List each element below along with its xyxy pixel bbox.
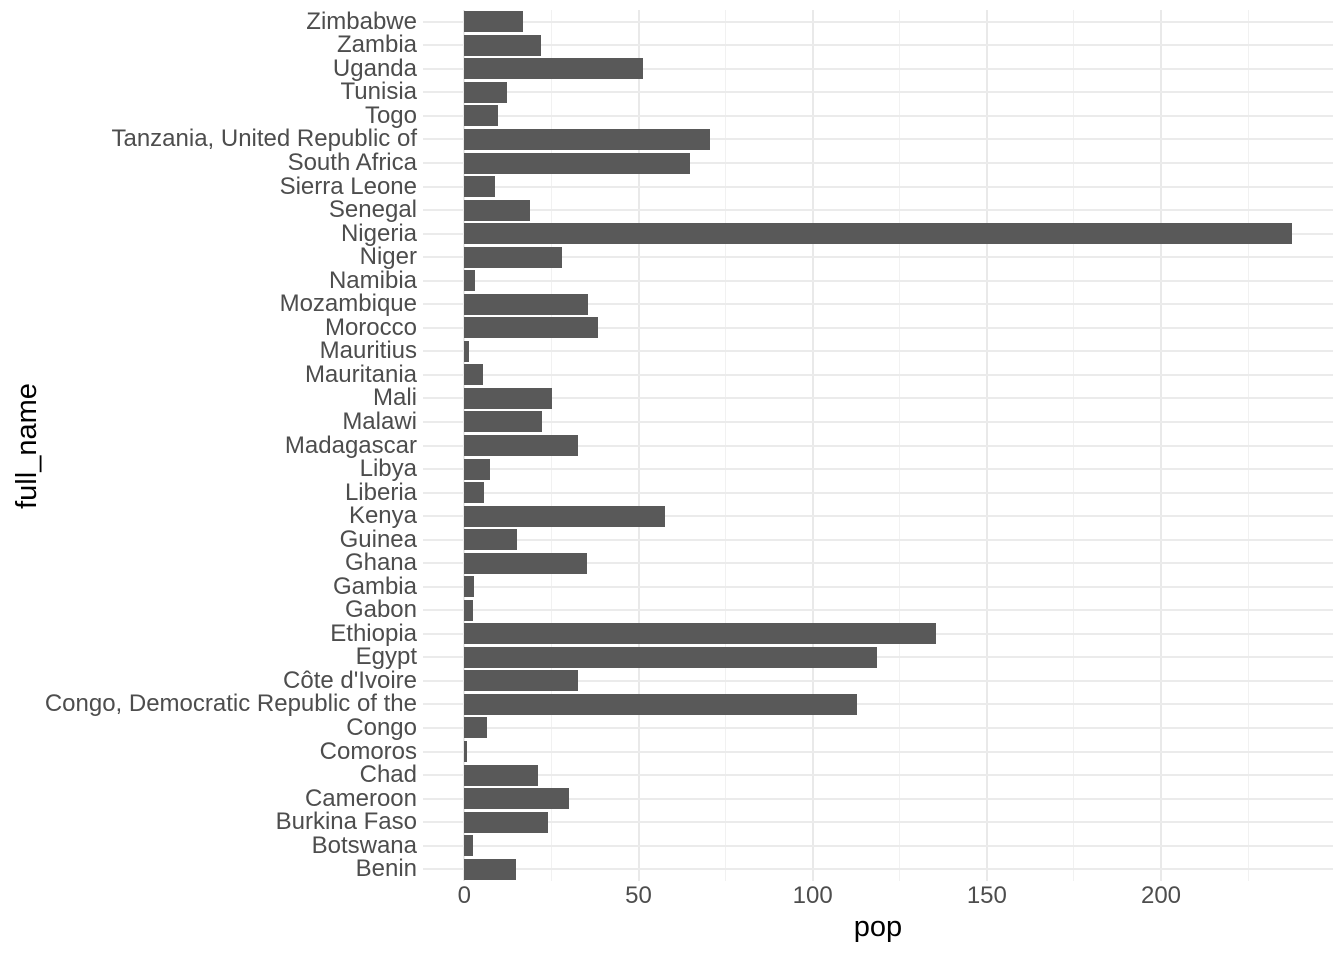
x-axis-tick-label: 50 xyxy=(625,882,652,909)
x-axis-tick-label: 150 xyxy=(966,882,1007,909)
y-axis-label: Congo xyxy=(346,713,417,741)
y-axis-label: Niger xyxy=(359,243,417,271)
y-axis-label: Zimbabwe xyxy=(306,7,417,35)
bar xyxy=(464,317,598,338)
bar xyxy=(464,247,561,268)
x-axis-tick-label: 200 xyxy=(1140,882,1182,909)
y-major-gridline xyxy=(423,374,1333,376)
x-axis-tick-label: 100 xyxy=(792,882,833,909)
bar xyxy=(464,670,578,691)
bar xyxy=(464,506,664,527)
y-axis-label: Gambia xyxy=(332,572,417,600)
y-major-gridline xyxy=(423,774,1333,776)
y-axis-label: Zambia xyxy=(336,31,417,59)
bar xyxy=(464,788,568,809)
bar xyxy=(464,176,495,197)
bar xyxy=(464,459,490,480)
bar xyxy=(464,294,588,315)
bar xyxy=(464,364,482,385)
y-major-gridline xyxy=(423,539,1333,541)
y-axis-label: Mauritania xyxy=(304,360,417,388)
bar xyxy=(464,529,517,550)
y-axis-label: Mali xyxy=(372,384,417,412)
bar xyxy=(464,82,507,103)
bar xyxy=(464,482,484,503)
plot-panel xyxy=(423,10,1333,881)
y-axis-label: Morocco xyxy=(324,313,417,341)
y-major-gridline xyxy=(423,209,1333,211)
bar xyxy=(464,411,541,432)
bar xyxy=(464,859,516,880)
bar xyxy=(464,153,689,174)
y-axis-label: Sierra Leone xyxy=(279,172,417,200)
bar xyxy=(464,270,474,291)
y-axis-title: full_name xyxy=(11,383,43,509)
bar xyxy=(464,812,548,833)
y-axis-label: Ethiopia xyxy=(330,619,417,647)
y-major-gridline xyxy=(423,821,1333,823)
y-axis-label: Madagascar xyxy=(284,431,417,459)
y-axis-label: Kenya xyxy=(348,502,417,530)
y-major-gridline xyxy=(423,868,1333,870)
y-major-gridline xyxy=(423,115,1333,117)
y-axis-label: Namibia xyxy=(328,266,417,294)
y-axis-label: Tanzania, United Republic of xyxy=(111,125,417,153)
bar xyxy=(464,600,473,621)
y-major-gridline xyxy=(423,727,1333,729)
y-axis-label: Mozambique xyxy=(279,290,417,318)
bar xyxy=(464,623,936,644)
y-major-gridline xyxy=(423,397,1333,399)
bar xyxy=(464,553,586,574)
y-major-gridline xyxy=(423,586,1333,588)
y-axis-label: Côte d'Ivoire xyxy=(283,666,417,694)
y-axis-label: Egypt xyxy=(355,643,417,671)
y-axis-label: Senegal xyxy=(328,196,417,224)
y-axis-label: Congo, Democratic Republic of the xyxy=(44,690,417,718)
y-axis-label: Chad xyxy=(359,761,417,789)
bar xyxy=(464,717,487,738)
y-major-gridline xyxy=(423,421,1333,423)
y-axis-label: Liberia xyxy=(344,478,417,506)
y-axis-label: Benin xyxy=(355,855,417,883)
bar xyxy=(464,388,552,409)
y-major-gridline xyxy=(423,21,1333,23)
y-axis-label: Gabon xyxy=(344,596,417,624)
y-axis-label: Togo xyxy=(364,101,417,129)
y-major-gridline xyxy=(423,751,1333,753)
y-major-gridline xyxy=(423,91,1333,93)
y-axis-label: Botswana xyxy=(311,831,417,859)
bar xyxy=(464,129,710,150)
y-axis-label: Mauritius xyxy=(319,337,417,365)
bar xyxy=(464,35,540,56)
y-axis-label: Libya xyxy=(359,455,417,483)
bar xyxy=(464,223,1291,244)
bar xyxy=(464,647,876,668)
y-major-gridline xyxy=(423,44,1333,46)
y-axis-label: Uganda xyxy=(332,54,417,82)
y-axis-label: Ghana xyxy=(344,549,417,577)
bar xyxy=(464,835,473,856)
y-axis-label: Malawi xyxy=(342,407,417,435)
y-axis-label: Nigeria xyxy=(340,219,417,247)
y-axis-label: Burkina Faso xyxy=(275,808,417,836)
y-major-gridline xyxy=(423,186,1333,188)
bar xyxy=(464,341,469,362)
y-major-gridline xyxy=(423,492,1333,494)
y-major-gridline xyxy=(423,845,1333,847)
y-axis-label: Comoros xyxy=(319,737,417,765)
bar xyxy=(464,11,523,32)
y-major-gridline xyxy=(423,468,1333,470)
x-axis-title: pop xyxy=(853,911,903,943)
bar xyxy=(464,58,643,79)
y-major-gridline xyxy=(423,280,1333,282)
bar xyxy=(464,105,498,126)
bar xyxy=(464,741,467,762)
y-axis-label: South Africa xyxy=(287,149,417,176)
y-major-gridline xyxy=(423,350,1333,352)
bar xyxy=(464,694,857,715)
y-major-gridline xyxy=(423,609,1333,611)
bar xyxy=(464,200,530,221)
y-axis-label: Tunisia xyxy=(340,78,417,106)
y-axis-label: Cameroon xyxy=(304,784,417,812)
bar xyxy=(464,576,474,597)
y-axis-label: Guinea xyxy=(339,525,417,553)
x-axis-tick-label: 0 xyxy=(457,882,472,909)
bar xyxy=(464,765,537,786)
bar xyxy=(464,435,578,456)
